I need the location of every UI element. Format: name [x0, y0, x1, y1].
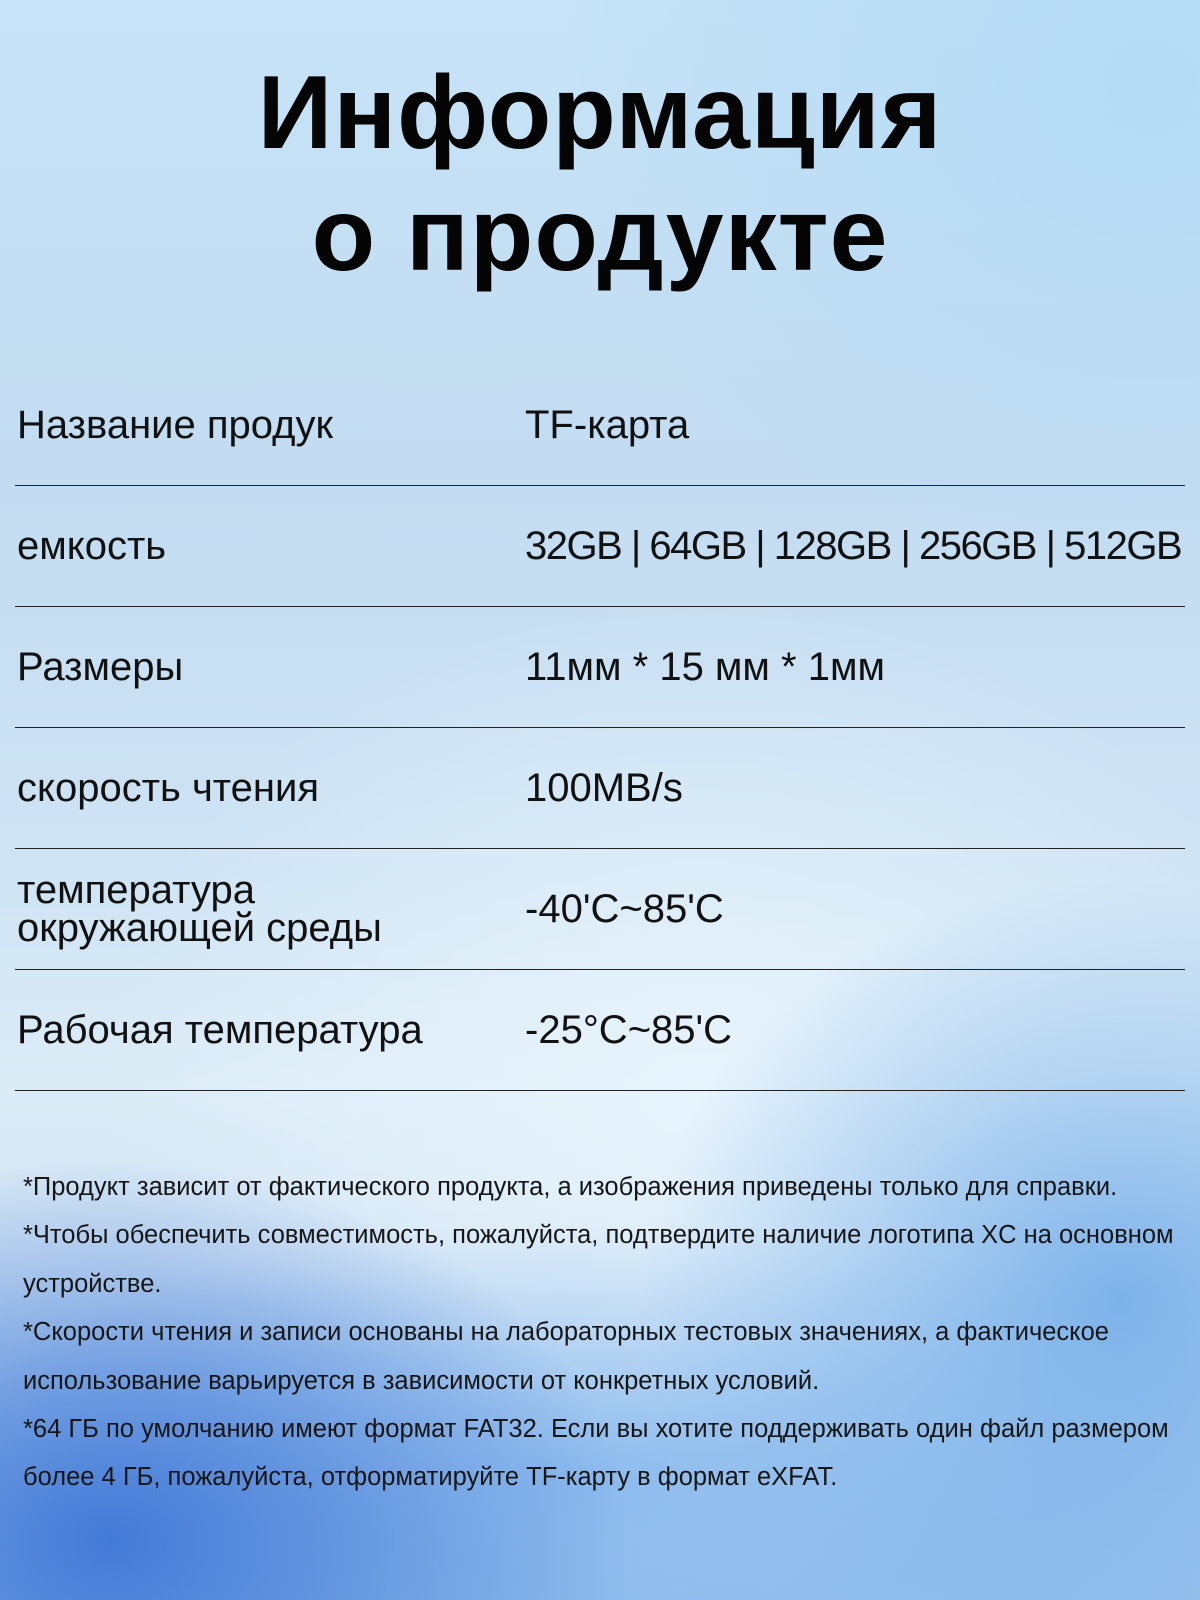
- spec-row-dimensions: [15, 607, 1185, 728]
- spec-value: 100MB/s: [525, 765, 683, 810]
- spec-table: [15, 365, 1185, 1091]
- spec-row-capacity: [15, 486, 1185, 607]
- spec-row-read-speed: [15, 728, 1185, 849]
- page-title-line-2: о продукте: [311, 177, 889, 293]
- spec-label: температура окружающей среды: [17, 868, 382, 950]
- spec-label: Название продук: [17, 403, 333, 447]
- footnotes: [23, 1163, 1183, 1502]
- spec-row-ambient-temperature: [15, 849, 1185, 970]
- spec-row-operating-temperature: [15, 970, 1185, 1091]
- spec-value: 11мм * 15 мм * 1мм: [525, 644, 885, 689]
- spec-value: TF-карта: [525, 402, 690, 447]
- page-title-line-1: Информация: [257, 55, 943, 171]
- footnote: *Продукт зависит от фактического продукта, а изображения приведены только для справки.: [23, 1173, 1118, 1201]
- spec-row-product-name: [15, 365, 1185, 486]
- footnote: *Чтобы обеспечить совместимость, пожалуйста, подтвердите наличие логотипа XC на основном устройстве.: [23, 1221, 1174, 1298]
- spec-label: Рабочая температура: [17, 1008, 423, 1052]
- spec-value: 32GB | 64GB | 128GB | 256GB | 512GB: [525, 523, 1182, 568]
- footnote: *64 ГБ по умолчанию имеют формат FAT32. Если вы хотите поддерживать один файл размером более 4 ГБ, пожалуйста, отформатируйте TF-карту в формат eXFAT.: [23, 1415, 1169, 1492]
- page-title: [0, 52, 1200, 296]
- spec-value: -25°C~85'C: [525, 1007, 733, 1052]
- footnote: *Скорости чтения и записи основаны на лабораторных тестовых значениях, а фактическое использование варьируется в зависимости от конкретных условий.: [23, 1318, 1109, 1395]
- spec-label: Размеры: [17, 645, 184, 689]
- spec-label: емкость: [17, 524, 167, 568]
- spec-label: скорость чтения: [17, 766, 320, 810]
- spec-value: -40'C~85'C: [525, 886, 724, 931]
